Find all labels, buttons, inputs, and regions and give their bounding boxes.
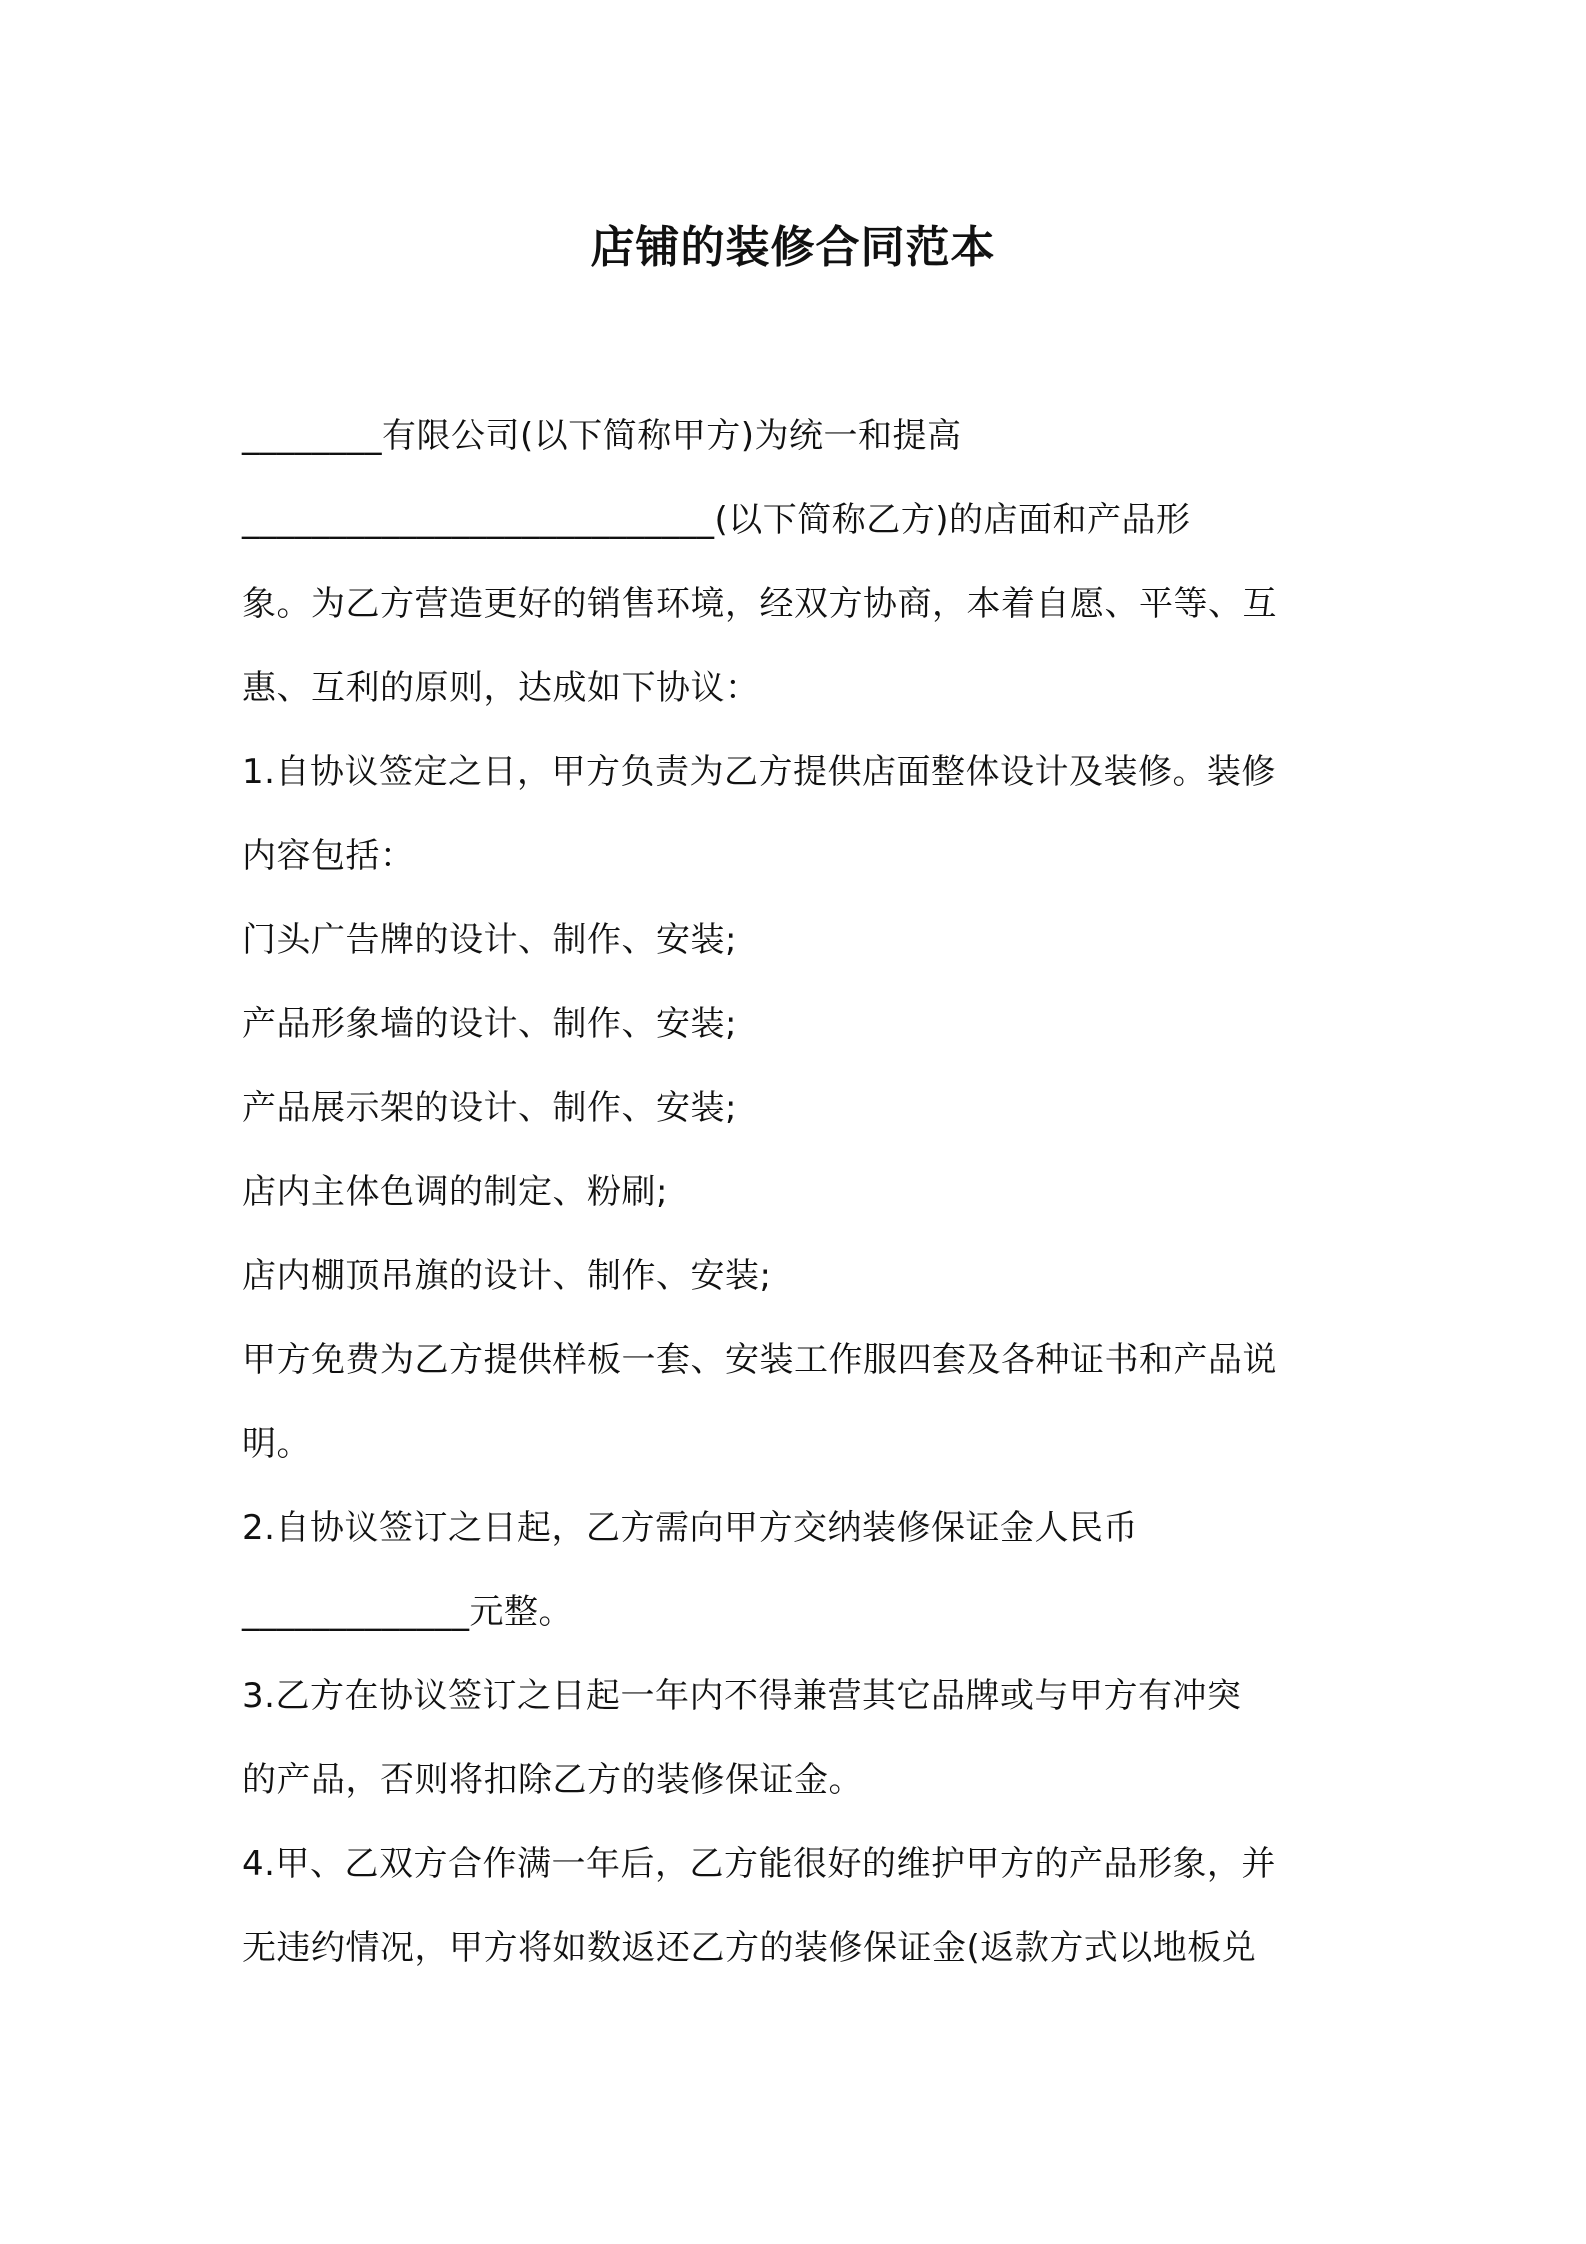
- document-title: 店铺的装修合同范本: [590, 222, 996, 273]
- paragraph-line: ___________________________(以下简称乙方)的店面和产品形: [242, 500, 1191, 540]
- clause-2-line: 2.自协议签订之日起，乙方需向甲方交纳装修保证金人民币: [242, 1508, 1138, 1548]
- list-item: 店内棚顶吊旗的设计、制作、安装;: [242, 1256, 772, 1296]
- paragraph-line: 明。: [242, 1424, 311, 1464]
- clause-4-line: 无违约情况，甲方将如数返还乙方的装修保证金(返款方式以地板兑: [242, 1928, 1257, 1968]
- list-item: 产品展示架的设计、制作、安装;: [242, 1088, 737, 1128]
- list-item: 产品形象墙的设计、制作、安装;: [242, 1004, 737, 1044]
- list-item: 店内主体色调的制定、粉刷;: [242, 1172, 668, 1212]
- clause-1-line: 内容包括：: [242, 836, 415, 876]
- paragraph-line: 象。为乙方营造更好的销售环境，经双方协商，本着自愿、平等、互: [242, 584, 1277, 624]
- clause-3-line: 的产品，否则将扣除乙方的装修保证金。: [242, 1760, 863, 1800]
- list-item: 门头广告牌的设计、制作、安装;: [242, 920, 737, 960]
- clause-1-line: 1.自协议签定之日，甲方负责为乙方提供店面整体设计及装修。装修: [242, 752, 1276, 792]
- clause-3-line: 3.乙方在协议签订之日起一年内不得兼营其它品牌或与甲方有冲突: [242, 1676, 1242, 1716]
- clause-2-line: _____________元整。: [242, 1592, 573, 1632]
- paragraph-line: 惠、互利的原则，达成如下协议：: [242, 668, 760, 708]
- paragraph-line: ________有限公司(以下简称甲方)为统一和提高: [242, 416, 962, 456]
- paragraph-line: 甲方免费为乙方提供样板一套、安装工作服四套及各种证书和产品说: [242, 1340, 1277, 1380]
- clause-4-line: 4.甲、乙双方合作满一年后，乙方能很好的维护甲方的产品形象，并: [242, 1844, 1276, 1884]
